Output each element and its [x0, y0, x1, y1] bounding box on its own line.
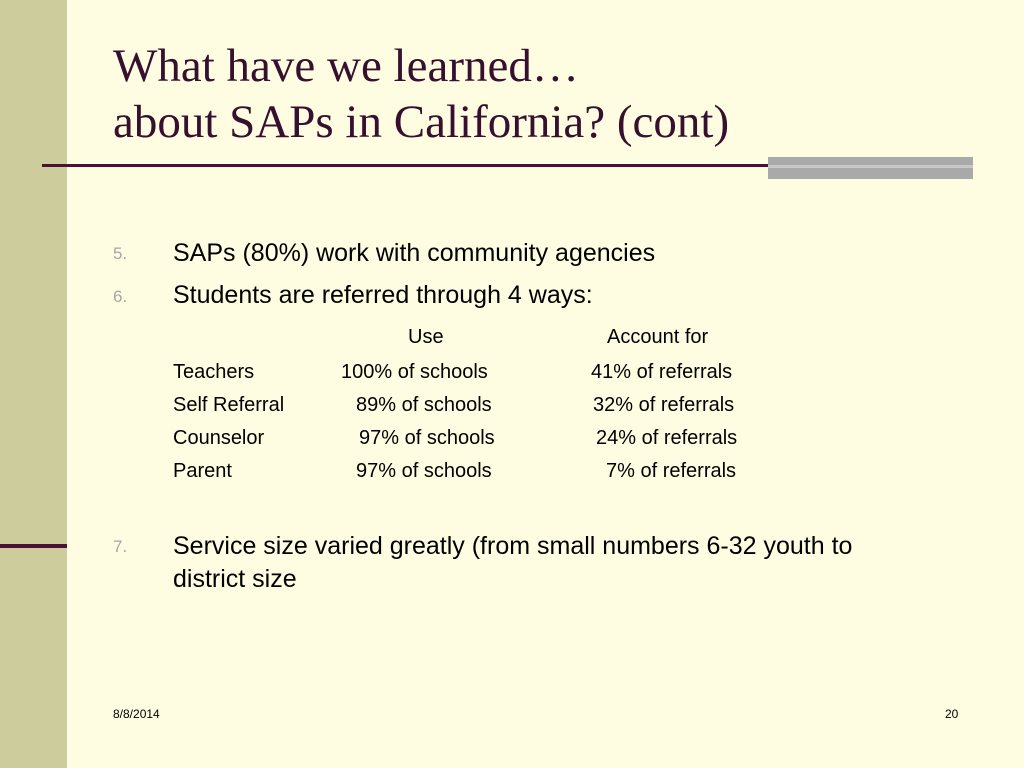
- list-item-7-line-2: district size: [173, 565, 297, 593]
- row-use: 97% of schools: [356, 460, 492, 482]
- row-use: 89% of schools: [356, 394, 492, 416]
- row-account: 7% of referrals: [606, 460, 737, 482]
- row-account: 32% of referrals: [593, 394, 735, 416]
- left-decorative-band: [0, 0, 67, 768]
- list-item-6: Students are referred through 4 ways:: [173, 281, 593, 309]
- list-number-6: 6.: [113, 287, 128, 306]
- list-item-7-line-1: Service size varied greatly (from small numbers 6-32 youth to: [173, 532, 853, 560]
- footer-date: 8/8/2014: [113, 707, 160, 721]
- list-number-7: 7.: [113, 537, 128, 556]
- row-source: Self Referral: [173, 394, 285, 416]
- title-gray-bar: [768, 157, 973, 179]
- row-use: 97% of schools: [359, 427, 495, 449]
- row-account: 24% of referrals: [596, 427, 738, 449]
- footer-page-number: 20: [945, 707, 959, 721]
- row-source: Teachers: [173, 361, 255, 383]
- left-accent-line: [0, 544, 67, 548]
- row-source: Counselor: [173, 427, 265, 449]
- list-item-5: SAPs (80%) work with community agencies: [173, 239, 656, 267]
- title-line-2: about SAPs in California? (cont): [113, 96, 730, 148]
- table-header-use: Use: [408, 326, 444, 348]
- row-source: Parent: [173, 460, 232, 482]
- slide-title: [113, 38, 729, 150]
- title-underline: [42, 164, 770, 167]
- title-line-1: What have we learned…: [113, 40, 579, 92]
- list-number-5: 5.: [113, 244, 128, 263]
- row-use: 100% of schools: [341, 361, 488, 383]
- table-header-account: Account for: [607, 326, 709, 348]
- row-account: 41% of referrals: [591, 361, 733, 383]
